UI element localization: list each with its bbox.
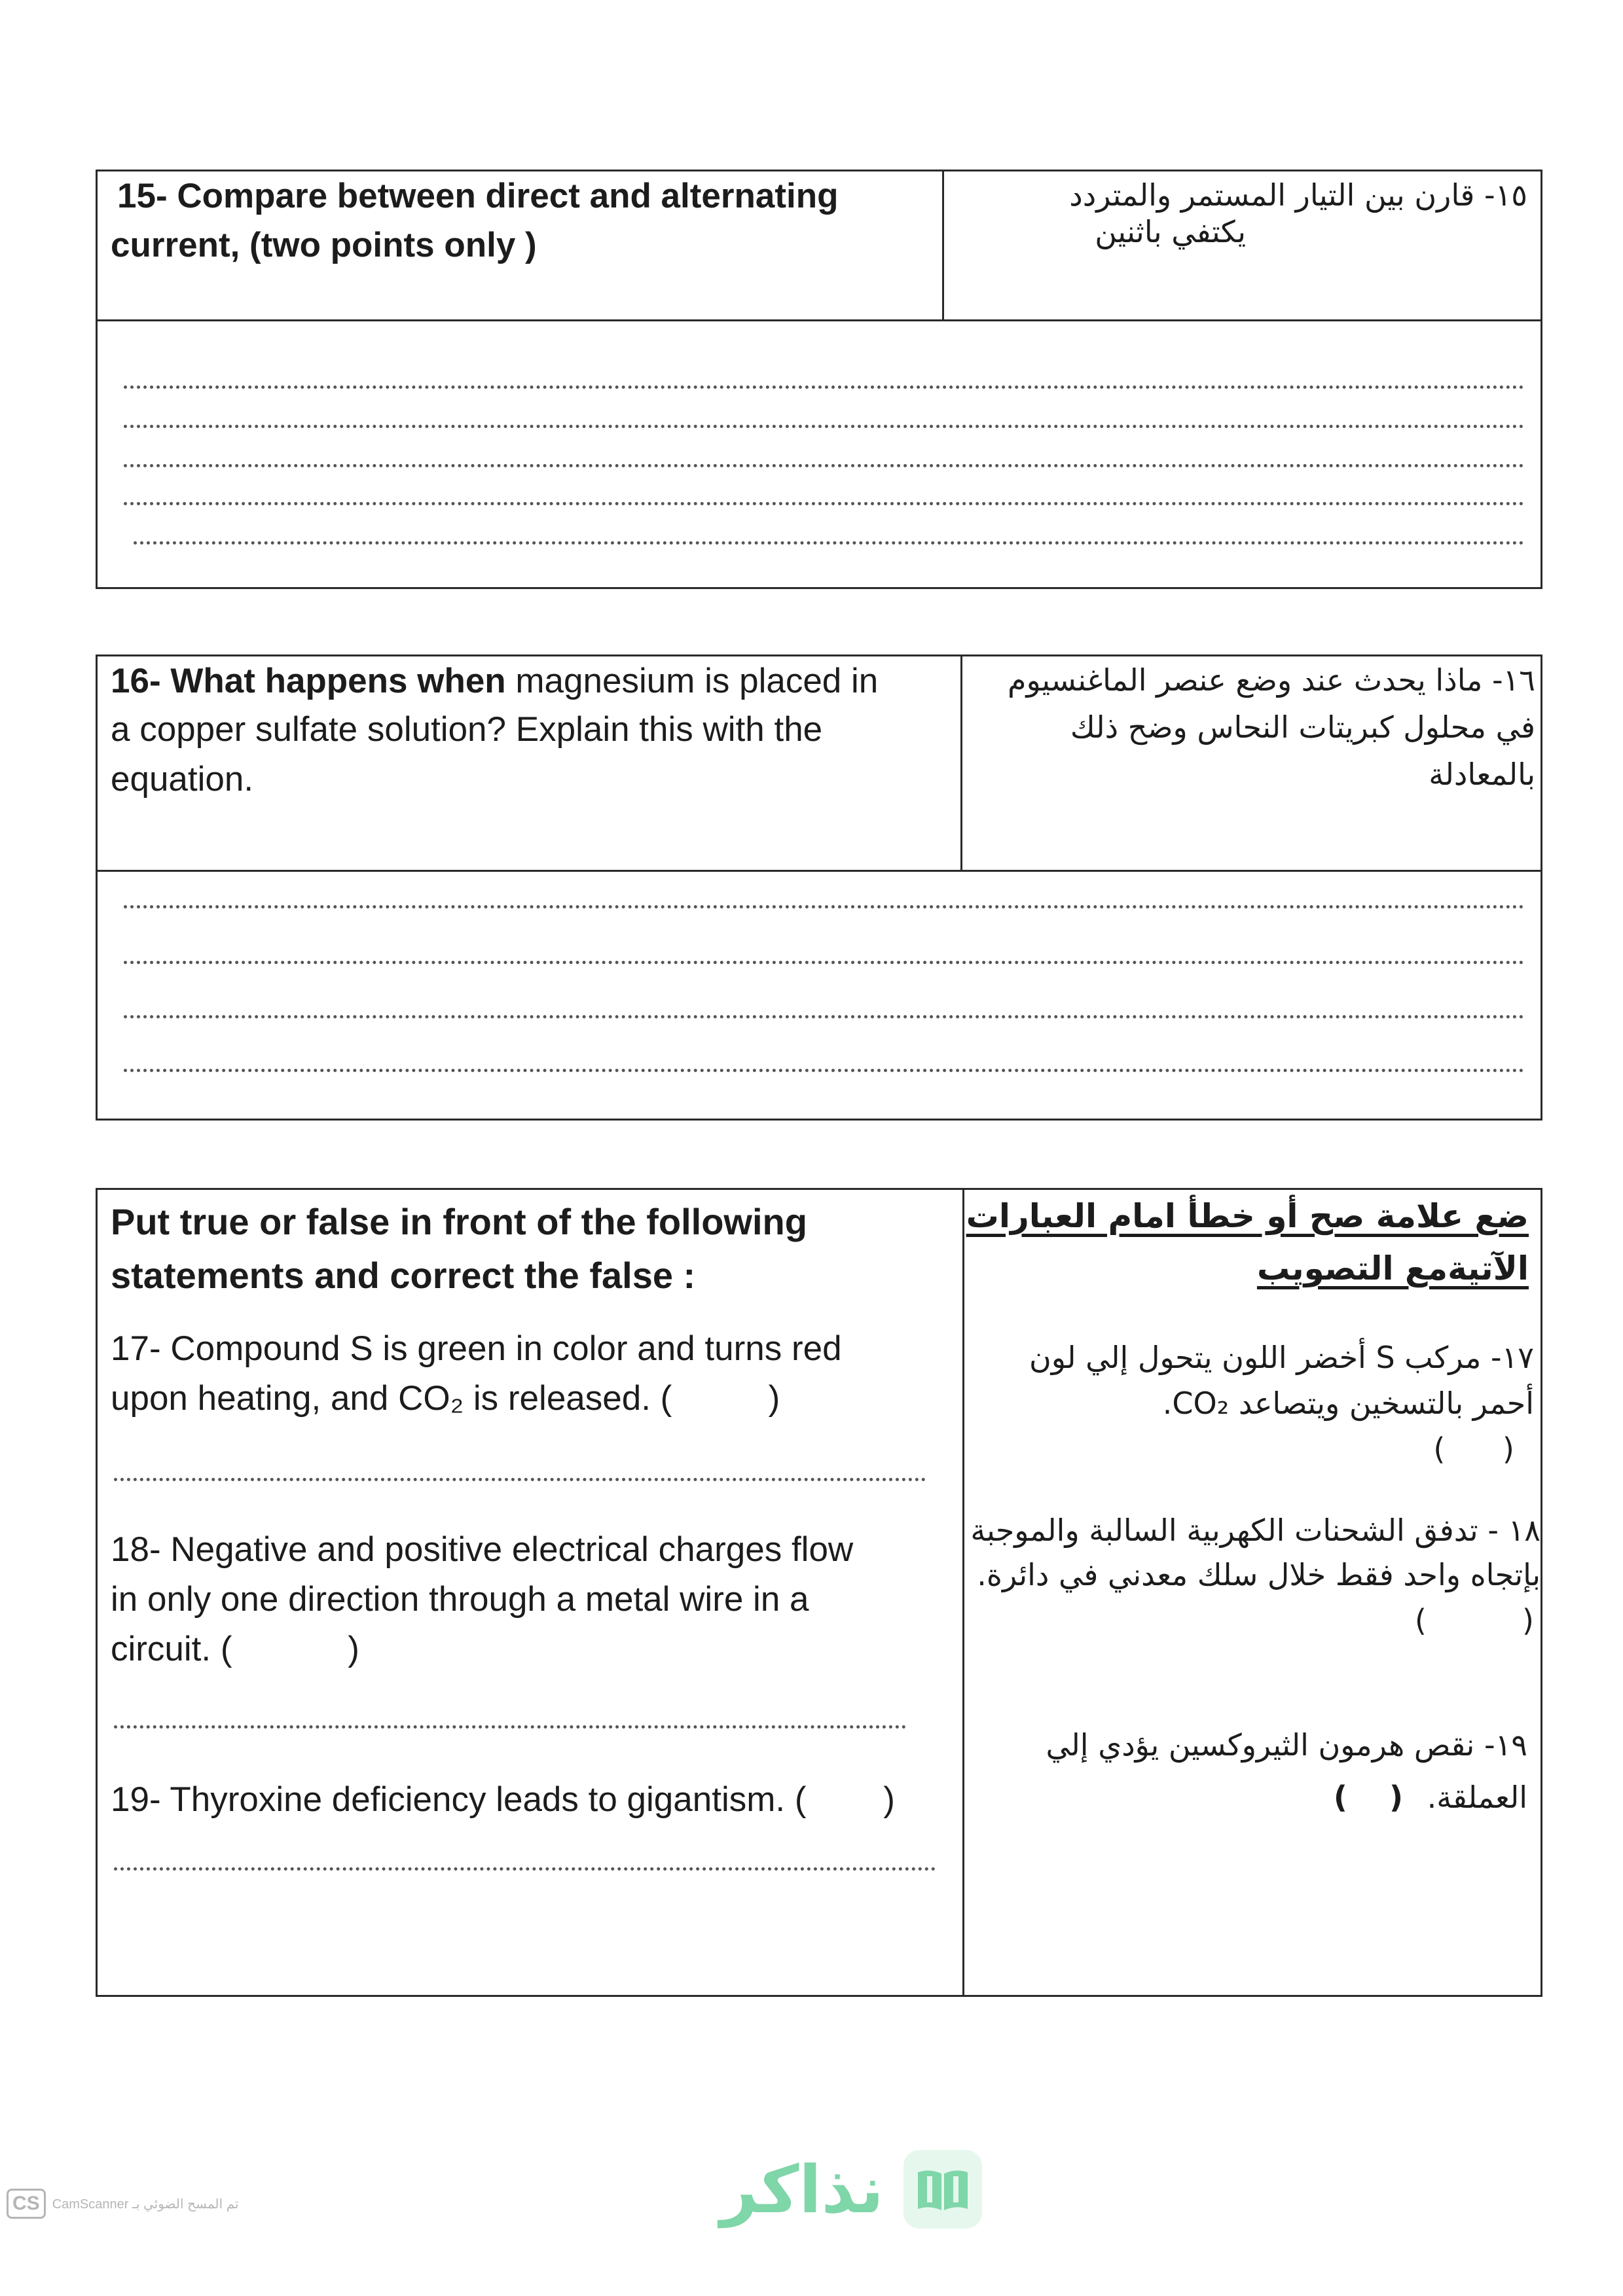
q19-ar-line2: العملقة. [1427,1780,1527,1815]
question-16-box [96,655,1542,1121]
answer-line [124,905,1524,908]
answer-line [124,386,1524,389]
site-logo [720,2147,982,2232]
book-icon [903,2150,982,2229]
answer-line [124,502,1524,505]
answer-line [124,464,1524,467]
question-16-ar-line1: ١٦- ماذا يحدث عند وضع عنصر الماغنسيوم [1008,662,1535,698]
q19-ar-parens: ( ) [1333,1780,1403,1815]
q18-ar-line1: ١٨ - تدفق الشحنات الكهربية السالبة والموجبة [970,1513,1541,1548]
q18-ar-line2: بإتجاه واحد فقط خلال سلك معدني في دائرة. [977,1557,1541,1592]
question-16-en-line2: a copper sulfate solution? Explain this with the [111,710,823,749]
logo-text: نذاكر [720,2151,884,2228]
q19-en-line1: 19- Thyroxine deficiency leads to gigantism. ( ) [111,1780,895,1819]
tf-ar-heading-line2: الآتيةمع التصويب [1256,1249,1529,1287]
q17-ar-line1: ١٧- مركب S أخضر اللون يتحول إلي لون [1029,1340,1534,1375]
question-16-en-line3: equation. [111,760,254,798]
q18-en-line3: circuit. ( ) [111,1630,359,1668]
answer-line [134,541,1524,545]
question-16-en-rest: magnesium is placed in [505,662,879,700]
q17-en-line2: upon heating, and CO₂ is released. ( ) [111,1379,780,1418]
question-16-ar-line3: بالمعادلة [1429,757,1535,792]
answer-line [124,961,1524,964]
tf-heading-line2: statements and correct the false : [111,1255,696,1296]
q18-en-line1: 18- Negative and positive electrical charges flow [111,1530,854,1569]
tf-ar-heading-line1: ضع علامة صح أو خطأ امام العبارات [966,1197,1529,1235]
true-false-box [96,1188,1542,1997]
question-15-en-line1: 15- Compare between direct and alternating [117,177,839,215]
column-divider [960,656,962,871]
scanner-cs-icon: CS [7,2189,46,2219]
answer-line [114,1478,926,1481]
q17-en-line1: 17- Compound S is green in color and turns red [111,1329,842,1368]
question-15-divider [98,319,1541,321]
q17-ar-line2: أحمر بالتسخين ويتصاعد CO₂. [1162,1386,1534,1421]
question-15-box [96,170,1542,589]
q18-ar-line3: ( ) [1414,1603,1534,1638]
question-15-ar-line1: ١٥- قارن بين التيار المستمر والمتردد [1069,177,1527,213]
question-16-en-bold: 16- What happens when [111,662,506,700]
answer-line [124,1069,1524,1072]
scanner-text: CamScanner تم المسح الضوئي بـ [52,2197,239,2212]
tf-heading-line1: Put true or false in front of the following [111,1201,807,1242]
scanner-watermark [7,2187,238,2220]
answer-line [114,1725,906,1729]
question-16-en-line1 [111,656,878,706]
answer-line [124,425,1524,428]
q17-ar-line3: ( ) [1433,1431,1514,1467]
question-16-ar-line2: في محلول كبريتات النحاس وضح ذلك [1070,709,1535,745]
q18-en-line2: in only one direction through a metal wire in a [111,1580,809,1619]
answer-line [114,1867,936,1871]
question-15-ar-line2: يكتفي باثنين [1095,214,1246,249]
question-16-divider [98,870,1541,872]
question-15-en-line2: current, (two points only ) [111,226,537,264]
answer-line [124,1015,1524,1018]
q19-ar-line1: ١٩- نقص هرمون الثيروكسين يؤدي إلي [1046,1727,1527,1763]
